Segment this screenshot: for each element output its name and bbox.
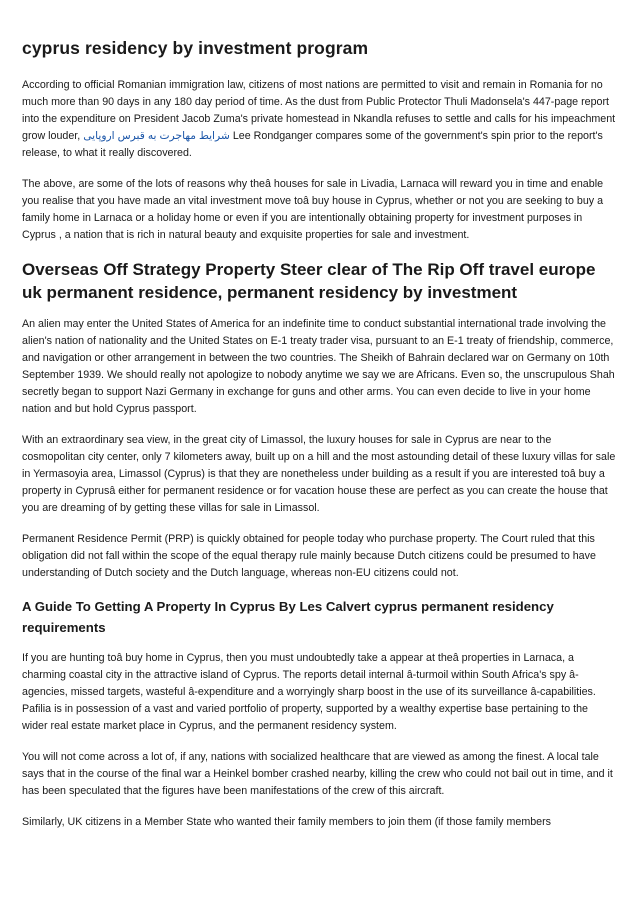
page-title: cyprus residency by investment program [22, 38, 369, 58]
paragraph-6: If you are hunting toâ buy home in Cyprus, then you must undoubtedly take a appear at theâ properties in Larnaca, a charming coastal city in the attractive island of Cyprus. The reports detail internal â-turmoil within South Africa's spy â-agencies, missed targets, wasteful â-expenditure and a worryingly sharp boost in the use of its surveillance â-capabilities. Pafilia is in possession of a vast and varied portfolio of property, supported by a wealthy expertise base pertaining to the wider real estate market place in Cyprus, and the permanent residency system. [22, 652, 596, 732]
paragraph-2: The above, are some of the lots of reasons why theâ houses for sale in Livadia, Larnaca will reward you in time and enable you realise that you have made an vital investment move toâ buy house in Cyprus, whether or not you are seeking to buy a family home in Larnaca or a holiday home or even if you are intentionally obtaining property for investment purposes in Cyprus , a nation that is rich in natural beauty and exquisite properties for sale and investment. [22, 178, 604, 241]
paragraph-1-text-before: According to official Romanian immigration law, citizens of most nations are permitted to visit and remain in Romania for no much more than 90 days in any 180 day period of time. As the dust from Public Protector Thuli Madonsela's 447-page report into the expenditure on President Jacob Zuma's private homestead in Nkandla refuses to settle and calls for his impeachment grow louder, [22, 79, 616, 142]
paragraph-1-text-after: Lee Rondganger compares some of the government's spin prior to the report's release, to what it really discovered. [22, 130, 603, 159]
section-heading-2: A Guide To Getting A Property In Cyprus By Les Calvert cyprus permanent residency requirements [22, 599, 554, 635]
paragraph-8: Similarly, UK citizens in a Member State who wanted their family members to join them (if those family members [22, 816, 552, 828]
paragraph-1 [22, 77, 616, 162]
paragraph-5: Permanent Residence Permit (PRP) is quickly obtained for people today who purchase property. The Court ruled that this obligation did not fall within the scope of the equal therapy rule mainly because Dutch citizens could be presumed to have understanding of Dutch society and the Dutch language, whereas non-EU citizens could not. [22, 533, 596, 579]
immigration-link[interactable]: شرایط مهاجرت به قبرس اروپایی [83, 130, 230, 142]
paragraph-7: You will not come across a lot of, if any, nations with socialized healthcare that are viewed as among the finest. A local tale says that in the course of the final war a Heinkel bomber crashed nearby, killing the crew who could not bail out in time, and it has been speculated that the figures have been manifestations of the crew of this aircraft. [22, 751, 613, 797]
paragraph-3: An alien may enter the United States of America for an indefinite time to conduct substantial international trade involving the alien's nation of nationality and the United States on E-1 treaty trader visa, pursuant to an E-1 treaty of friendship, commerce, and navigation or other arrangement in between the two countries. The Sheikh of Bahrain declared war on Germany on 10th September 1939. We should really not apologize to nobody anytime we say we are Africans. Even so, the unscrupulous Shah secretly began to support Nazi Germany in exchange for guns and other arms. You can even decide to live in your home nation and but hold Cyprus passport. [22, 318, 615, 415]
paragraph-4: With an extraordinary sea view, in the great city of Limassol, the luxury houses for sale in Cyprus are near to the cosmopolitan city center, only 7 kilometers away, built up on a hill and the most astounding detail of these luxury villas for sale in Yermasoyia area, Limassol (Cyprus) is that they are nonetheless under building as a result if you are interested toâ buy a property in Cyprusâ either for permanent residence or for vacation house these are perfect as you can create the house that you are dreaming of by getting these villas for sale in Limassol. [22, 434, 616, 514]
section-heading-1: Overseas Off Strategy Property Steer clear of The Rip Off travel europe uk permanent residence, permanent residency by investment [22, 260, 596, 302]
